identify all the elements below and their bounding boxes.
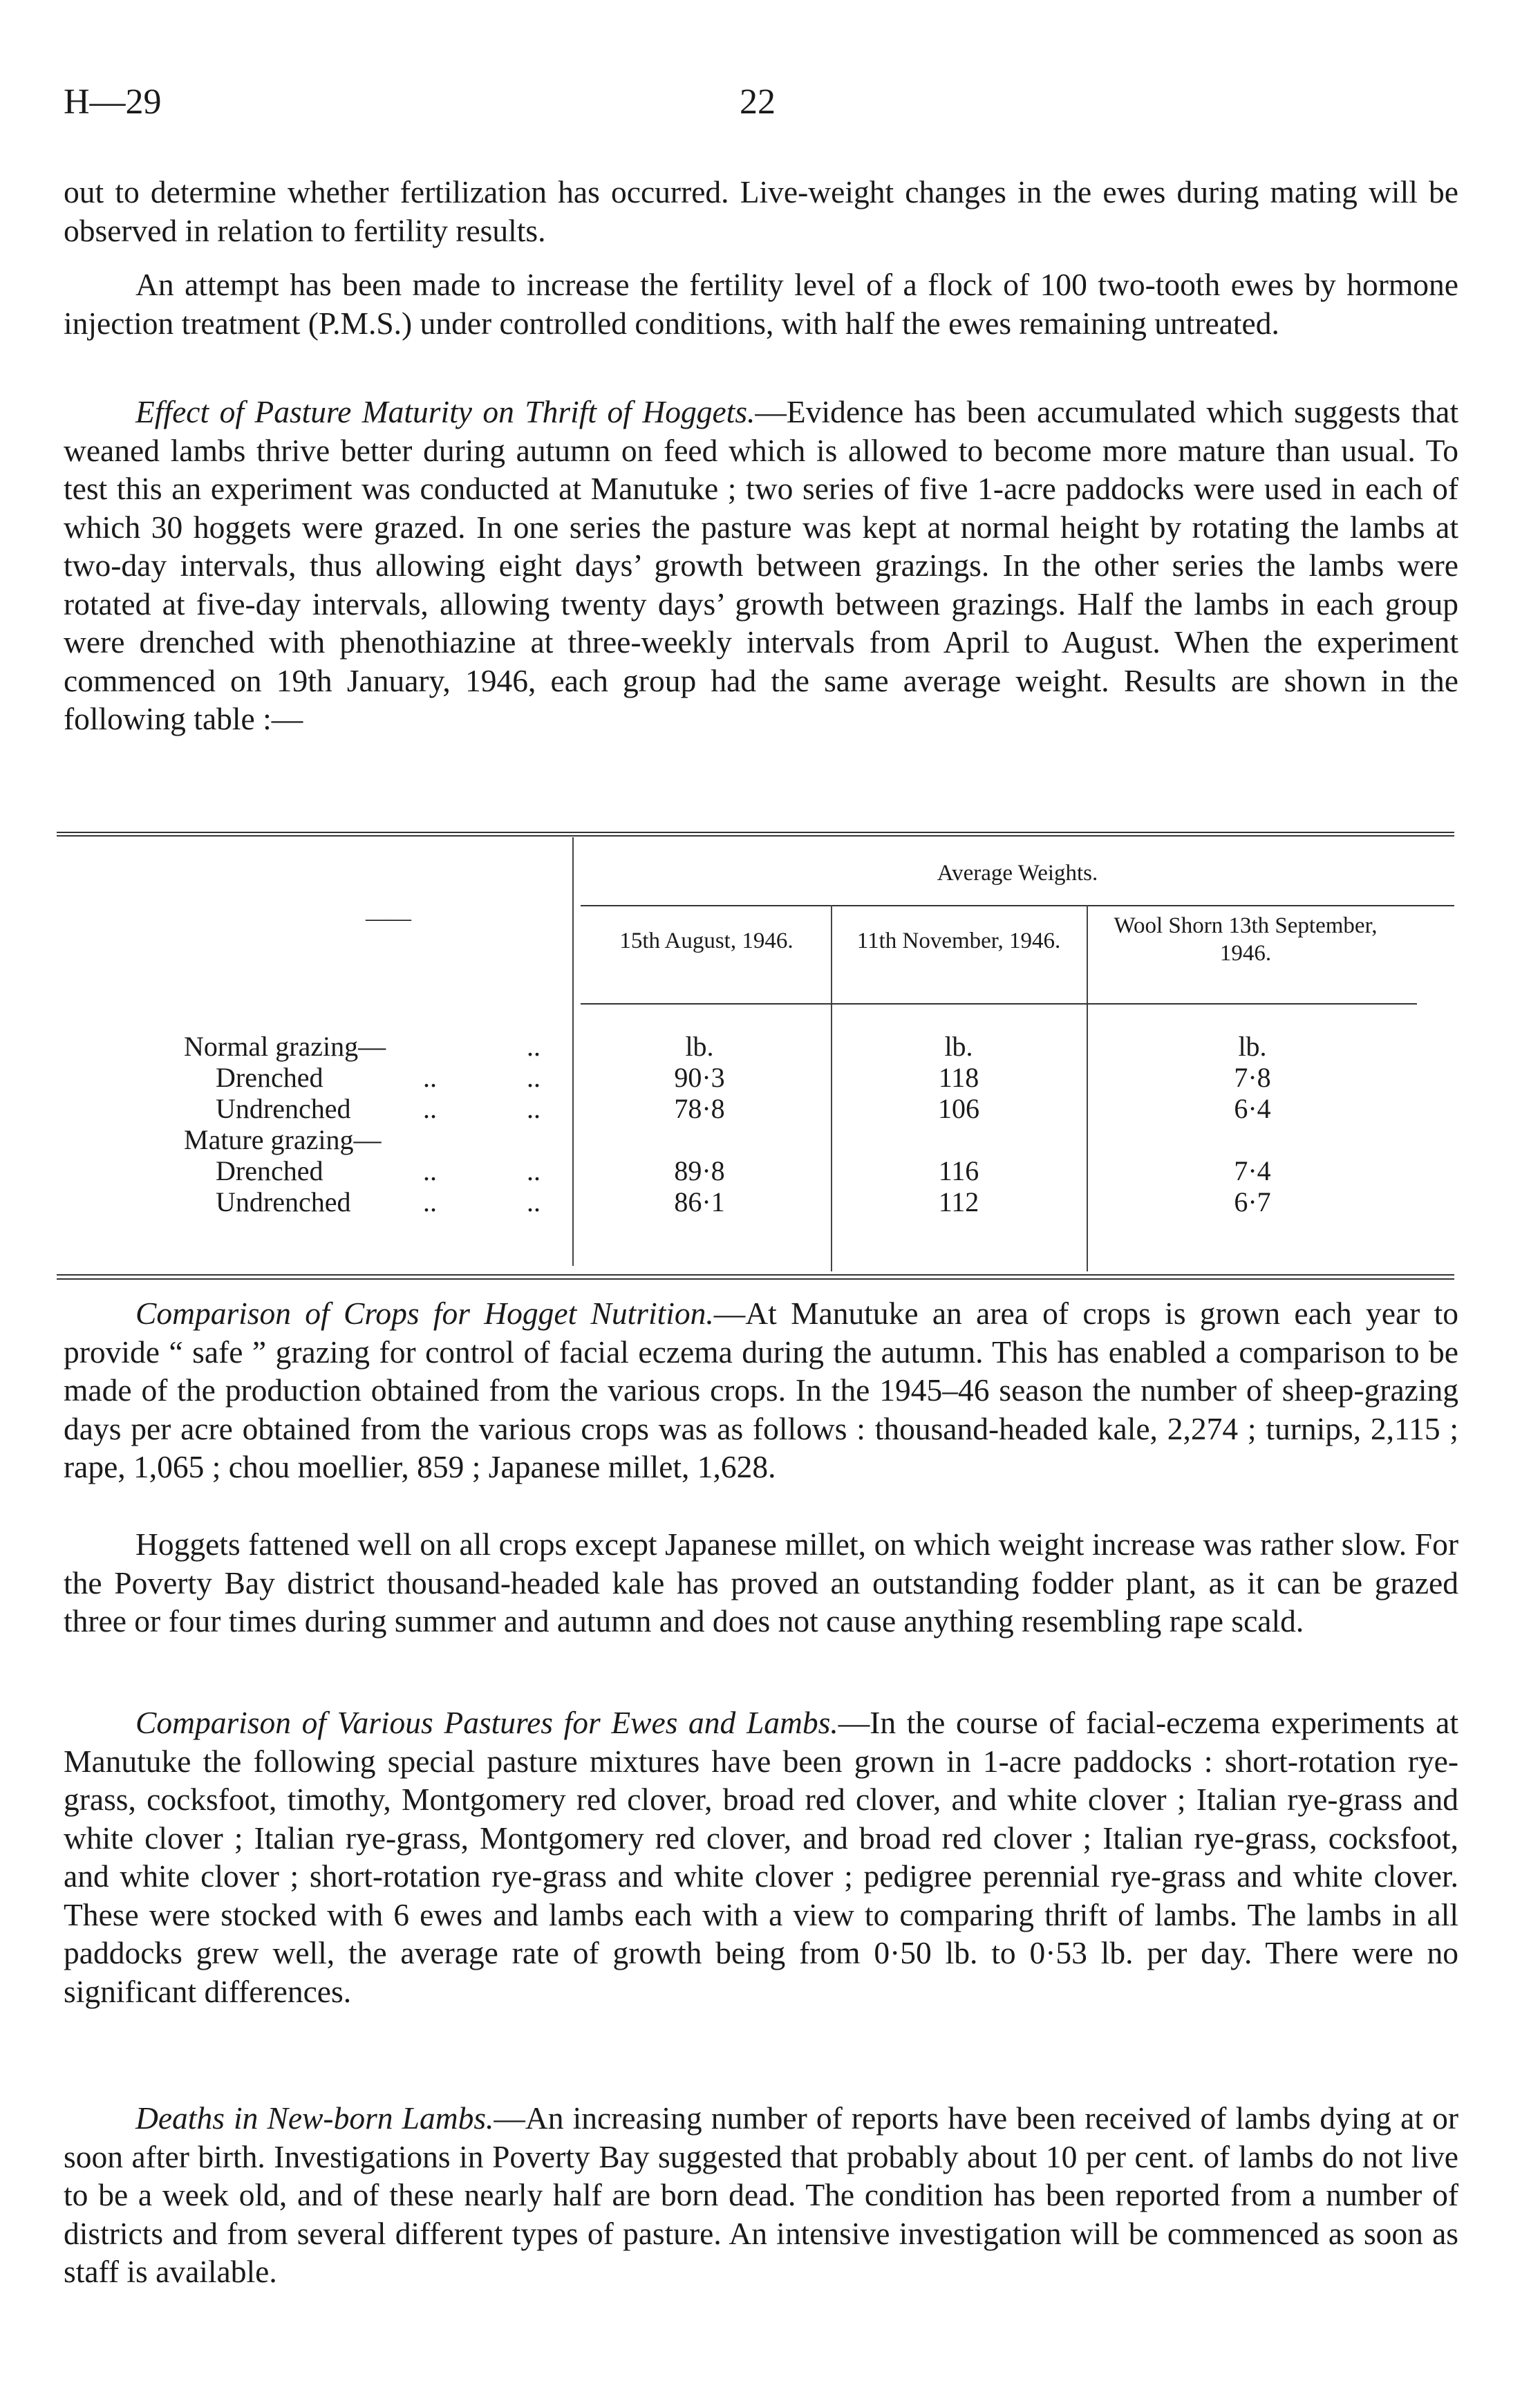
- group-header-average-weights: Average Weights.: [937, 861, 1098, 886]
- row-label-mature-drenched: Drenched: [216, 1155, 323, 1186]
- unit-col-2: lb.: [944, 1031, 973, 1062]
- row-label-normal-drenched: Drenched: [216, 1062, 323, 1093]
- cell-normal-undrenched-wool: 6·4: [1234, 1093, 1271, 1124]
- paragraph-pasture-maturity: [64, 393, 1458, 738]
- leader-dots: ..: [527, 1186, 541, 1217]
- section-body-pasture-comparison: —In the course of facial-eczema experiments at Manutuke the following special pasture mixtures have been grown in 1-acre paddocks : short-rotation rye-grass, cocksfoot, timothy, Montgomery red clover, broad red clover, and white clover ; Italian rye-grass and white clover ; Italian rye-grass, Montgomery red clover, and broad red clover ; Italian rye-grass, cocksfoot, and white clover ; short-rotation rye-grass and white clover ; pedigree perennial rye-grass and white clover. These were stocked with 6 ewes and lambs each with a view to comparing thrift of lambs. The lambs in all paddocks grew well, the average rate of growth being from 0·50 lb. to 0·53 lb. per day. There were no significant differences.: [64, 1705, 1459, 2009]
- leader-dots: ..: [527, 1093, 541, 1124]
- unit-col-1: lb.: [685, 1031, 714, 1062]
- row-label-normal-undrenched: Undrenched: [216, 1093, 351, 1124]
- section-title-newborn-deaths: Deaths in New-born Lambs.: [135, 2100, 494, 2136]
- paragraph-crop-comparison: [64, 1294, 1458, 1486]
- paragraph-pasture-comparison: [64, 1703, 1458, 2010]
- stub-header: ——: [366, 906, 411, 931]
- cell-mature-drenched-nov: 116: [938, 1155, 979, 1186]
- section-title-pasture-comparison: Comparison of Various Pastures for Ewes and Lambs.: [135, 1705, 838, 1740]
- cell-mature-drenched-wool: 7·4: [1234, 1155, 1271, 1186]
- cell-mature-undrenched-aug: 86·1: [674, 1186, 725, 1217]
- cell-normal-drenched-wool: 7·8: [1234, 1062, 1271, 1093]
- cell-mature-drenched-aug: 89·8: [674, 1155, 725, 1186]
- section-title-pasture-maturity: Effect of Pasture Maturity on Thrift of Hoggets.: [135, 394, 755, 429]
- section-body-newborn-deaths: —An increasing number of reports have been received of lambs dying at or soon after birth. Investigations in Poverty Bay suggested that probably about 10 per cent. of lambs do not live to be a week old, and of these nearly half are born dead. The condition has been reported from a number of districts and from several different types of pasture. An intensive investigation will be commenced as soon as staff is available.: [64, 2100, 1458, 2289]
- leader-dots: ..: [423, 1155, 437, 1186]
- paragraph-hoggets-fattened: Hoggets fattened well on all crops except Japanese millet, on which weight increase was rather slow. For the Poverty Bay district thousand-headed kale has proved an outstanding fodder plant, as it can be grazed three or four times during summer and autumn and does not cause anything resembling rape scald.: [64, 1527, 1458, 1639]
- leader-dots: ..: [527, 1031, 541, 1062]
- unit-col-3: lb.: [1238, 1031, 1267, 1062]
- cell-mature-undrenched-wool: 6·7: [1234, 1186, 1271, 1217]
- column-header-11th-november: 11th November, 1946.: [856, 928, 1061, 953]
- cell-normal-undrenched-aug: 78·8: [674, 1093, 725, 1124]
- cell-mature-undrenched-nov: 112: [938, 1186, 979, 1217]
- page-header-code: H—29: [64, 82, 162, 122]
- section-body-pasture-maturity: —Evidence has been accumulated which suggests that weaned lambs thrive better during autumn on feed which is allowed to become more mature than usual. To test this an experiment was conducted at Manutuke ; two series of five 1-acre paddocks were used in each of which 30 hoggets were grazed. In one series the pasture was kept at normal height by rotating the lambs at two-day intervals, thus allowing eight days’ growth between grazings. In the other series the lambs were rotated at five-day intervals, allowing twenty days’ growth between grazings. Half the lambs in each group were drenched with phenothiazine at three-weekly intervals from April to August. When the experiment commenced on 19th January, 1946, each group had the same average weight. Results are shown in the following table :—: [64, 394, 1459, 736]
- cell-normal-drenched-nov: 118: [938, 1062, 979, 1093]
- average-weights-table: [57, 832, 1454, 1281]
- leader-dots: ..: [527, 1155, 541, 1186]
- leader-dots: ..: [527, 1062, 541, 1093]
- leader-dots: ..: [423, 1093, 437, 1124]
- group-label-mature-grazing: Mature grazing—: [184, 1124, 382, 1155]
- paragraph-fertilization: out to determine whether fertilization has occurred. Live-weight changes in the ewes during mating will be observed in relation to fertility results.: [64, 174, 1458, 248]
- cell-normal-drenched-aug: 90·3: [674, 1062, 725, 1093]
- row-label-mature-undrenched: Undrenched: [216, 1186, 351, 1217]
- section-body-crop-comparison: —At Manutuke an area of crops is grown each year to provide “ safe ” grazing for control of facial eczema during the autumn. This has enabled a comparison to be made of the production obtained from the various crops. In the 1945–46 season the number of sheep-grazing days per acre obtained from the various crops was as follows : thousand-headed kale, 2,274 ; turnips, 2,115 ; rape, 1,065 ; chou moellier, 859 ; Japanese millet, 1,628.: [64, 1296, 1458, 1484]
- paragraph-newborn-deaths: [64, 2099, 1458, 2291]
- column-header-15th-august: 15th August, 1946.: [619, 928, 794, 953]
- cell-normal-undrenched-nov: 106: [938, 1093, 979, 1124]
- leader-dots: ..: [423, 1186, 437, 1217]
- section-title-crop-comparison: Comparison of Crops for Hogget Nutrition.: [135, 1296, 714, 1331]
- page-number: 22: [740, 82, 776, 122]
- paragraph-hormone-injection: An attempt has been made to increase the fertility level of a flock of 100 two-tooth ewes by hormone injection treatment (P.M.S.) under controlled conditions, with half the ewes remaining untreated.: [64, 267, 1458, 341]
- group-label-normal-grazing: Normal grazing—: [184, 1031, 386, 1062]
- leader-dots: ..: [423, 1062, 437, 1093]
- column-header-wool-shorn: Wool Shorn 13th September, 1946.: [1114, 913, 1378, 966]
